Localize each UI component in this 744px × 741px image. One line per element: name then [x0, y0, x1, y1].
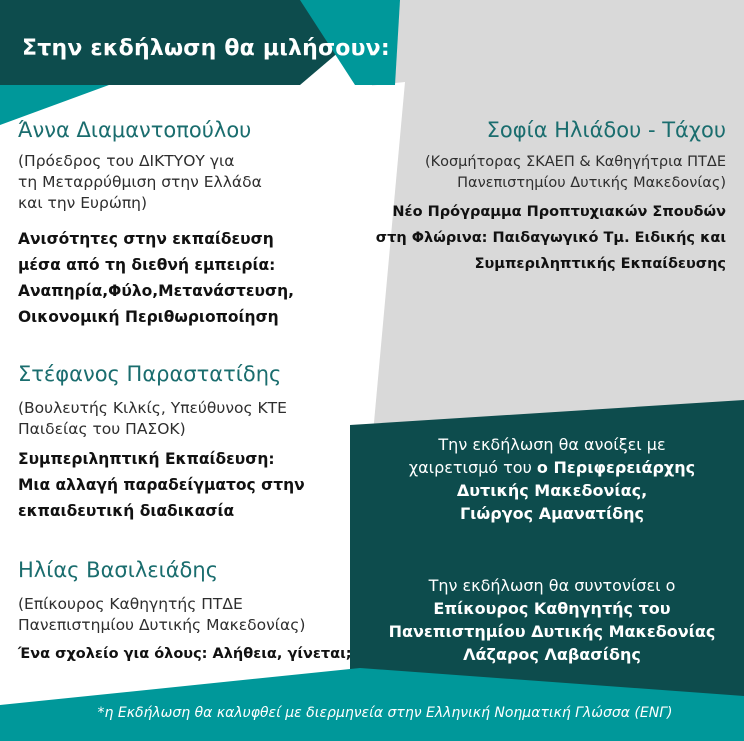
topic-line: Αναπηρία,Φύλο,Μετανάστευση,: [18, 282, 295, 300]
opening-line: [372, 456, 732, 479]
speaker-topic-3: [18, 641, 352, 667]
speaker-topic-1: [18, 226, 294, 330]
speaker-role-4: [425, 152, 726, 194]
speaker-topic-2: [18, 446, 305, 524]
topic-line: Οικονομική Περιθωριοποίηση: [18, 308, 279, 326]
role-line: (Κοσμήτορας ΣΚΑΕΠ & Καθηγήτρια ΠΤΔΕ: [424, 154, 726, 170]
page-title: Στην εκδήλωση θα μιλήσουν:: [22, 36, 390, 61]
topic-line: Μια αλλαγή παραδείγματος στην: [18, 476, 305, 494]
topic-line: Συμπεριληπτική Εκπαίδευση:: [18, 450, 275, 468]
speaker-name-2: Στέφανος Παραστατίδης: [18, 362, 282, 386]
role-line: Πανεπιστημίου Δυτικής Μακεδονίας): [18, 616, 306, 634]
topic-line: εκπαιδευτική διαδικασία: [18, 502, 235, 520]
topic-line: στη Φλώρινα: Παιδαγωγικό Τμ. Ειδικής και: [375, 230, 726, 246]
speaker-name-1: Άννα Διαμαντοπούλου: [18, 118, 252, 142]
topic-line: Ανισότητες στην εκπαίδευση: [18, 230, 274, 248]
moderation-line: Λάζαρος Λαβασίδης: [463, 645, 641, 664]
topic-line: Ένα σχολείο για όλους: Αλήθεια, γίνεται;: [18, 646, 352, 662]
footnote: *η Εκδήλωση θα καλυφθεί με διερμηνεία στην Ελληνική Νοηματική Γλώσσα (ΕΝΓ): [97, 705, 673, 721]
opening-greeting: [372, 433, 732, 525]
topic-line: μέσα από τη διεθνή εμπειρία:: [18, 256, 276, 274]
role-line: Πανεπιστημίου Δυτικής Μακεδονίας): [457, 175, 726, 191]
moderation-line: Την εκδήλωση θα συντονίσει ο: [428, 576, 676, 595]
role-line: και την Ευρώπη): [18, 194, 148, 212]
opening-line: Την εκδήλωση θα ανοίξει με: [438, 435, 666, 454]
topic-line: Νέο Πρόγραμμα Προπτυχιακών Σπουδών: [392, 204, 726, 220]
role-line: Παιδείας του ΠΑΣΟΚ): [18, 420, 186, 438]
role-line: τη Μεταρρύθμιση στην Ελλάδα: [18, 173, 262, 191]
speaker-role-3: [18, 594, 305, 636]
speaker-name-4: Σοφία Ηλιάδου - Τάχου: [486, 118, 726, 142]
speaker-role-2: [18, 398, 287, 440]
role-line: (Πρόεδρος του ΔΙΚΤΥΟΥ για: [18, 152, 235, 170]
role-line: (Βουλευτής Κιλκίς, Υπεύθυνος ΚΤΕ: [18, 399, 287, 417]
moderator-info: [372, 574, 732, 666]
role-line: (Επίκουρος Καθηγητής ΠΤΔΕ: [18, 595, 243, 613]
opening-plain: χαιρετισμό του: [408, 458, 537, 477]
opening-line: Δυτικής Μακεδονίας,: [456, 481, 648, 500]
topic-line: Συμπεριληπτικής Εκπαίδευσης: [474, 256, 726, 272]
speaker-role-1: [18, 151, 262, 214]
moderation-line: Επίκουρος Καθηγητής του: [433, 599, 671, 618]
opening-line: Γιώργος Αμανατίδης: [459, 504, 645, 523]
speaker-name-3: Ηλίας Βασιλειάδης: [18, 558, 219, 582]
moderation-line: Πανεπιστημίου Δυτικής Μακεδονίας: [388, 622, 716, 641]
speaker-topic-4: [376, 199, 726, 277]
opening-bold: ο Περιφερειάρχης: [536, 458, 696, 477]
